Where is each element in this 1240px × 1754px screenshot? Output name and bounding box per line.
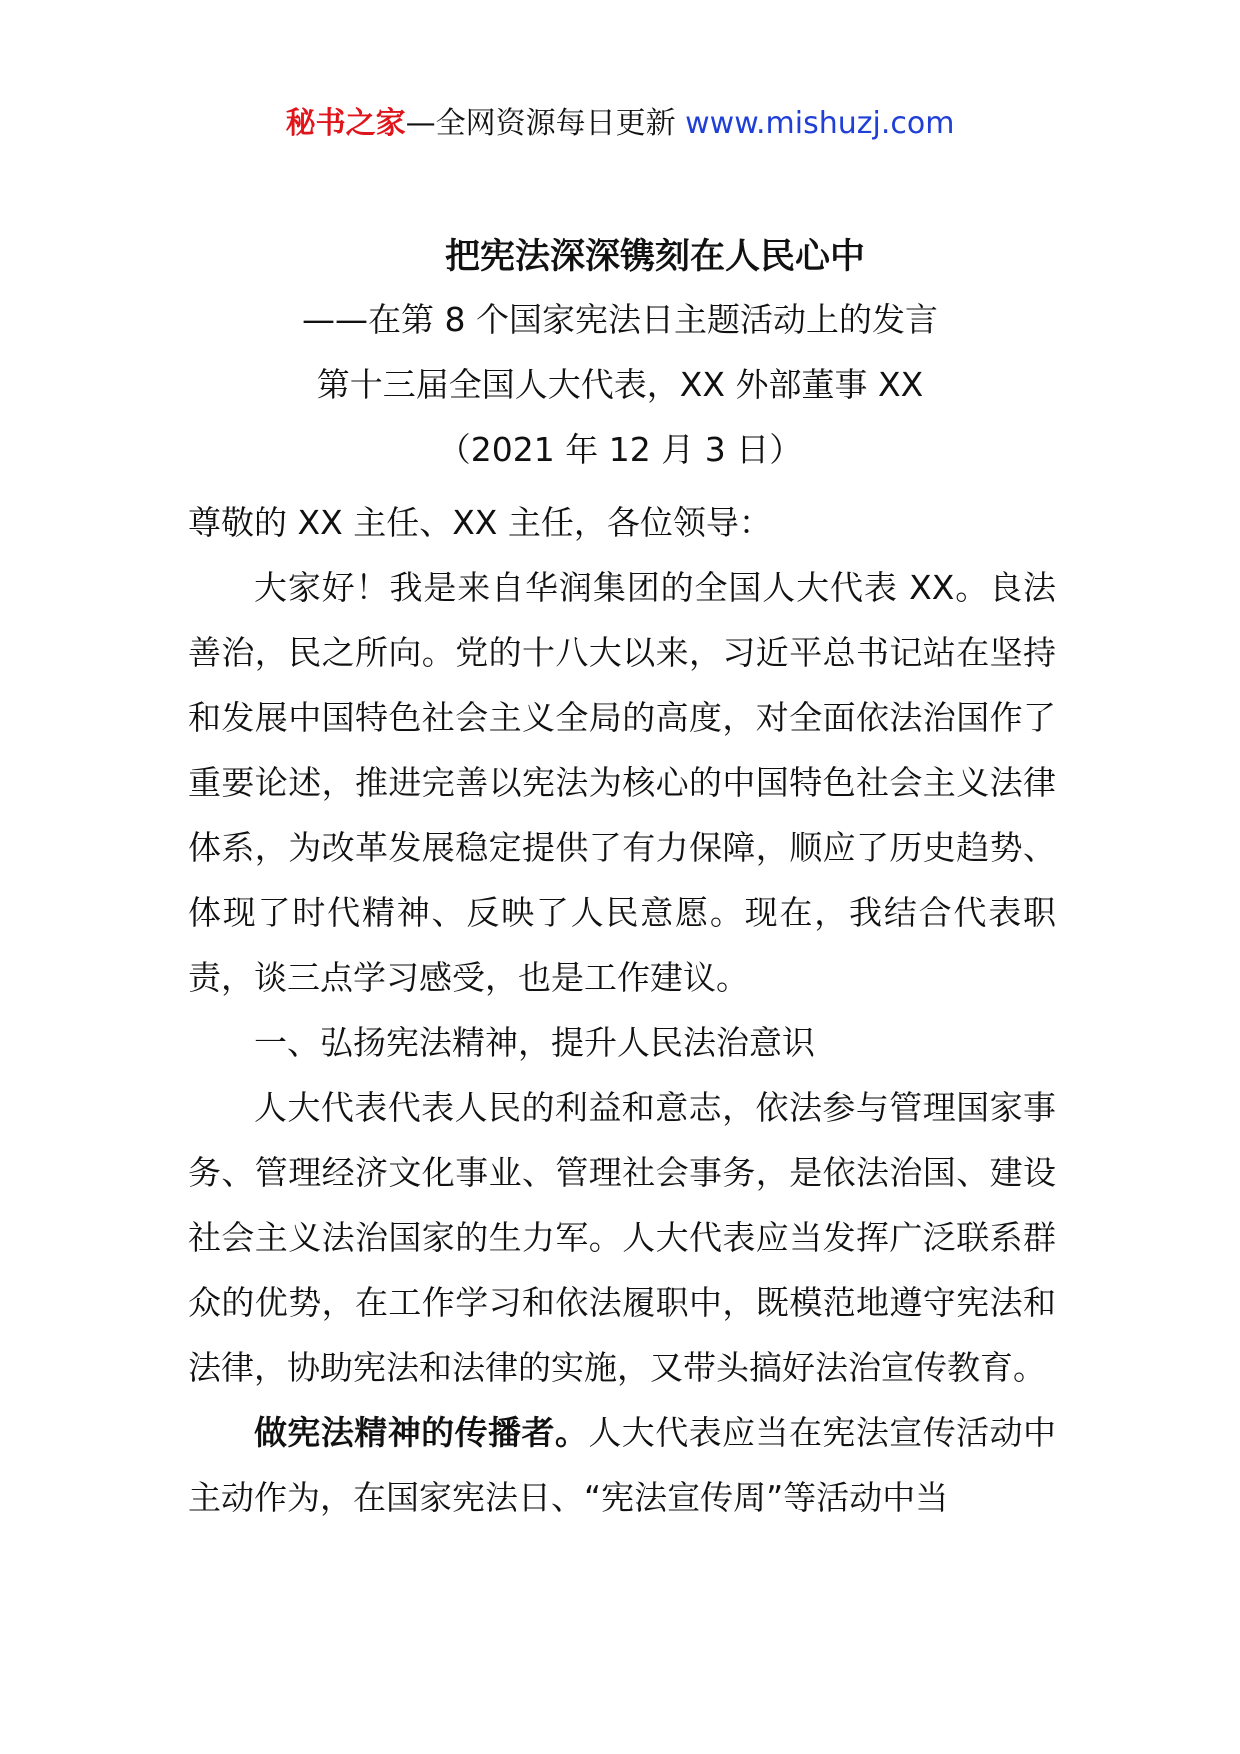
document-subtitle: ——在第 8 个国家宪法日主题活动上的发言 <box>302 300 938 339</box>
document-title: 把宪法深深镌刻在人民心中 <box>444 237 865 277</box>
brand-name: 秘书之家 <box>285 106 406 141</box>
paragraph-disseminator <box>188 1400 1056 1530</box>
header-tagline: —全网资源每日更新 <box>405 106 686 141</box>
paragraph-representatives: 人大代表代表人民的利益和意志，依法参与管理国家事务、管理经济文化事业、管理社会事务，是依法治国、建设社会主义法治国家的生力军。人大代表应当发挥广泛联系群众的优势，在工作学习和依法履职中，既模范地遵守宪法和法律，协助宪法和法律的实施，又带头搞好法治宣传教育。 <box>188 1088 1056 1387</box>
paragraph-disseminator-text: 人大代表应当在宪法宣传活动中主动作为，在国家宪法日、“宪法宣传周”等活动中当 <box>188 1413 1057 1517</box>
date-line: （2021 年 12 月 3 日） <box>437 430 803 469</box>
paragraph-lead-bold: 做宪法精神的传播者。 <box>254 1413 589 1452</box>
salutation: 尊敬的 XX 主任、XX 主任，各位领导： <box>188 503 772 542</box>
author-line: 第十三届全国人大代表，XX 外部董事 XX <box>316 365 924 404</box>
section-heading-1: 一、弘扬宪法精神，提升人民法治意识 <box>254 1023 815 1062</box>
site-header <box>0 102 1240 146</box>
paragraph-intro: 大家好！我是来自华润集团的全国人大代表 XX。良法善治，民之所向。党的十八大以来，习近平总书记站在坚持和发展中国特色社会主义全局的高度，对全面依法治国作了重要论述，推进完善以宪法为核心的中国特色社会主义法律体系，为改革发展稳定提供了有力保障，顺应了历史趋势、体现了时代精神、反映了人民意愿。现在，我结合代表职责，谈三点学习感受，也是工作建议。 <box>188 568 1056 997</box>
document-body <box>188 490 1056 1530</box>
site-url-link[interactable]: www.mishuzj.com <box>685 106 955 141</box>
